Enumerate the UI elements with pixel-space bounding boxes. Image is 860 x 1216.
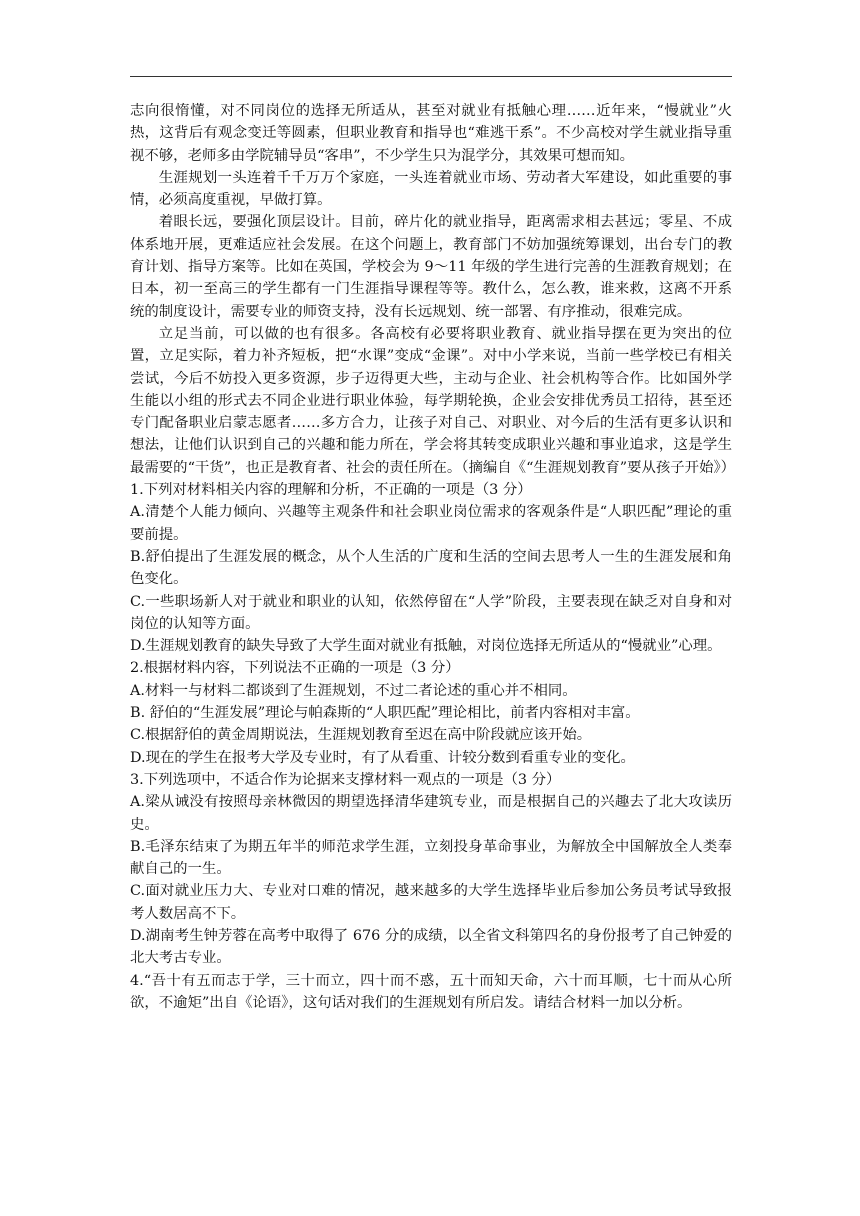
question-3-option-d: D.湖南考生钟芳蓉在高考中取得了 676 分的成绩，以全省文科第四名的身份报考了自己钟爱的北大考古专业。 — [130, 927, 732, 967]
question-3-stem: 3.下列选项中，不适合作为论据来支撑材料一观点的一项是（3 分） — [130, 771, 561, 788]
question-1-option-b: B.舒伯提出了生涯发展的概念，从个人生活的广度和生活的空间去思考人一生的生涯发展和角色变化。 — [130, 548, 732, 588]
passage-paragraph-4: 立足当前，可以做的也有很多。各高校有必要将职业教育、就业指导摆在更为突出的位置，立足实际，着力补齐短板，把“水课”变成“金课”。对中小学来说，当前一些学校已有相关尝试，今后不妨投入更多资源，步子迈得更大些，主动与企业、社会机构等合作。比如国外学生能以小组的形式去不同企业进行职业体验，每学期轮换，企业会安排优秀员工招待，甚至还专门配备职业启蒙志愿者……多方合力，让孩子对自己、对职业、对今后的生活有更多认识和想法，让他们认识到自己的兴趣和能力所在，学会将其转变成职业兴趣和事业追求，这是学生最需要的“干货”，也正是教育者、社会的责任所在。（摘编自《“生涯规划教育”要从孩子开始》） — [130, 325, 736, 476]
question-2-option-a: A.材料一与材料二都谈到了生涯规划，不过二者论述的重心并不相同。 — [130, 682, 577, 699]
header-rule — [130, 76, 732, 77]
question-2-option-d: D.现在的学生在报考大学及专业时，有了从看重、计较分数到看重专业的变化。 — [130, 749, 635, 766]
question-1-stem: 1.下列对材料相关内容的理解和分析，不正确的一项是（3 分） — [130, 482, 532, 499]
question-2-option-c: C.根据舒伯的黄金周期说法，生涯规划教育至迟在高中阶段就应该开始。 — [130, 727, 592, 744]
question-2-stem: 2.根据材料内容，下列说法不正确的一项是（3 分） — [130, 660, 460, 677]
question-1-option-a: A.清楚个人能力倾向、兴趣等主观条件和社会职业岗位需求的客观条件是“人职匹配”理论的重要前提。 — [130, 504, 732, 543]
question-3-option-c: C.面对就业压力大、专业对口难的情况，越来越多的大学生选择毕业后参加公务员考试导致报考人数居高不下。 — [130, 883, 732, 922]
question-4-stem: 4.“吾十有五而志于学，三十而立，四十而不惑，五十而知天命，六十而耳顺，七十而从心所欲，不逾矩”出自《论语》，这句话对我们的生涯规划有所启发。请结合材料一加以分析。 — [130, 972, 732, 1011]
question-1-option-c: C.一些职场新人对于就业和职业的认知，依然停留在“人学”阶段，主要表现在缺乏对自身和对岗位的认知等方面。 — [130, 593, 732, 632]
question-3-option-a: A.梁从诫没有按照母亲林微因的期望选择清华建筑专业，而是根据自己的兴趣去了北大攻读历史。 — [130, 794, 732, 833]
question-3-option-b: B.毛泽东结束了为期五年半的师范求学生涯，立刻投身革命事业，为解放全中国解放全人类奉献自己的一生。 — [130, 838, 732, 878]
passage-paragraph-3: 着眼长远，要强化顶层设计。目前，碎片化的就业指导，距离需求相去甚远；零星、不成体系地开展，更难适应社会发展。在这个问题上，教育部门不妨加强统筹课划，出台专门的教育计划、指导方案等。比如在英国，学校会为 9～11 年级的学生进行完善的生涯教育规划；在日本，初一至高三的学生都有一门生涯指导课程等等。教什么，怎么教，谁来救，这离不开系统的制度设计，需要专业的师资支持，没有长远规划、统一部署、有序推动，很难完成。 — [130, 214, 732, 320]
question-2-option-b: B. 舒伯的“生涯发展”理论与帕森斯的“人职匹配”理论相比，前者内容相对丰富。 — [130, 705, 640, 722]
question-1-option-d: D.生涯规划教育的缺失导致了大学生面对就业有抵触，对岗位选择无所适从的“慢就业”心理。 — [130, 638, 722, 655]
document-body — [130, 100, 736, 1014]
passage-paragraph-1: 志向很惰懂，对不同岗位的选择无所适从，甚至对就业有抵触心理……近年来，“慢就业”火热，这背后有观念变迁等圆素，但职业教育和指导也“难逃干系”。不少高校对学生就业指导重视不够，老师多由学院辅导员“客串”，不少学生只为混学分，其效果可想而知。 — [130, 103, 732, 164]
passage-paragraph-2: 生涯规划一头连着千千万万个家庭，一头连着就业市场、劳动者大军建设，如此重要的事情，必须高度重视，早做打算。 — [130, 169, 732, 209]
